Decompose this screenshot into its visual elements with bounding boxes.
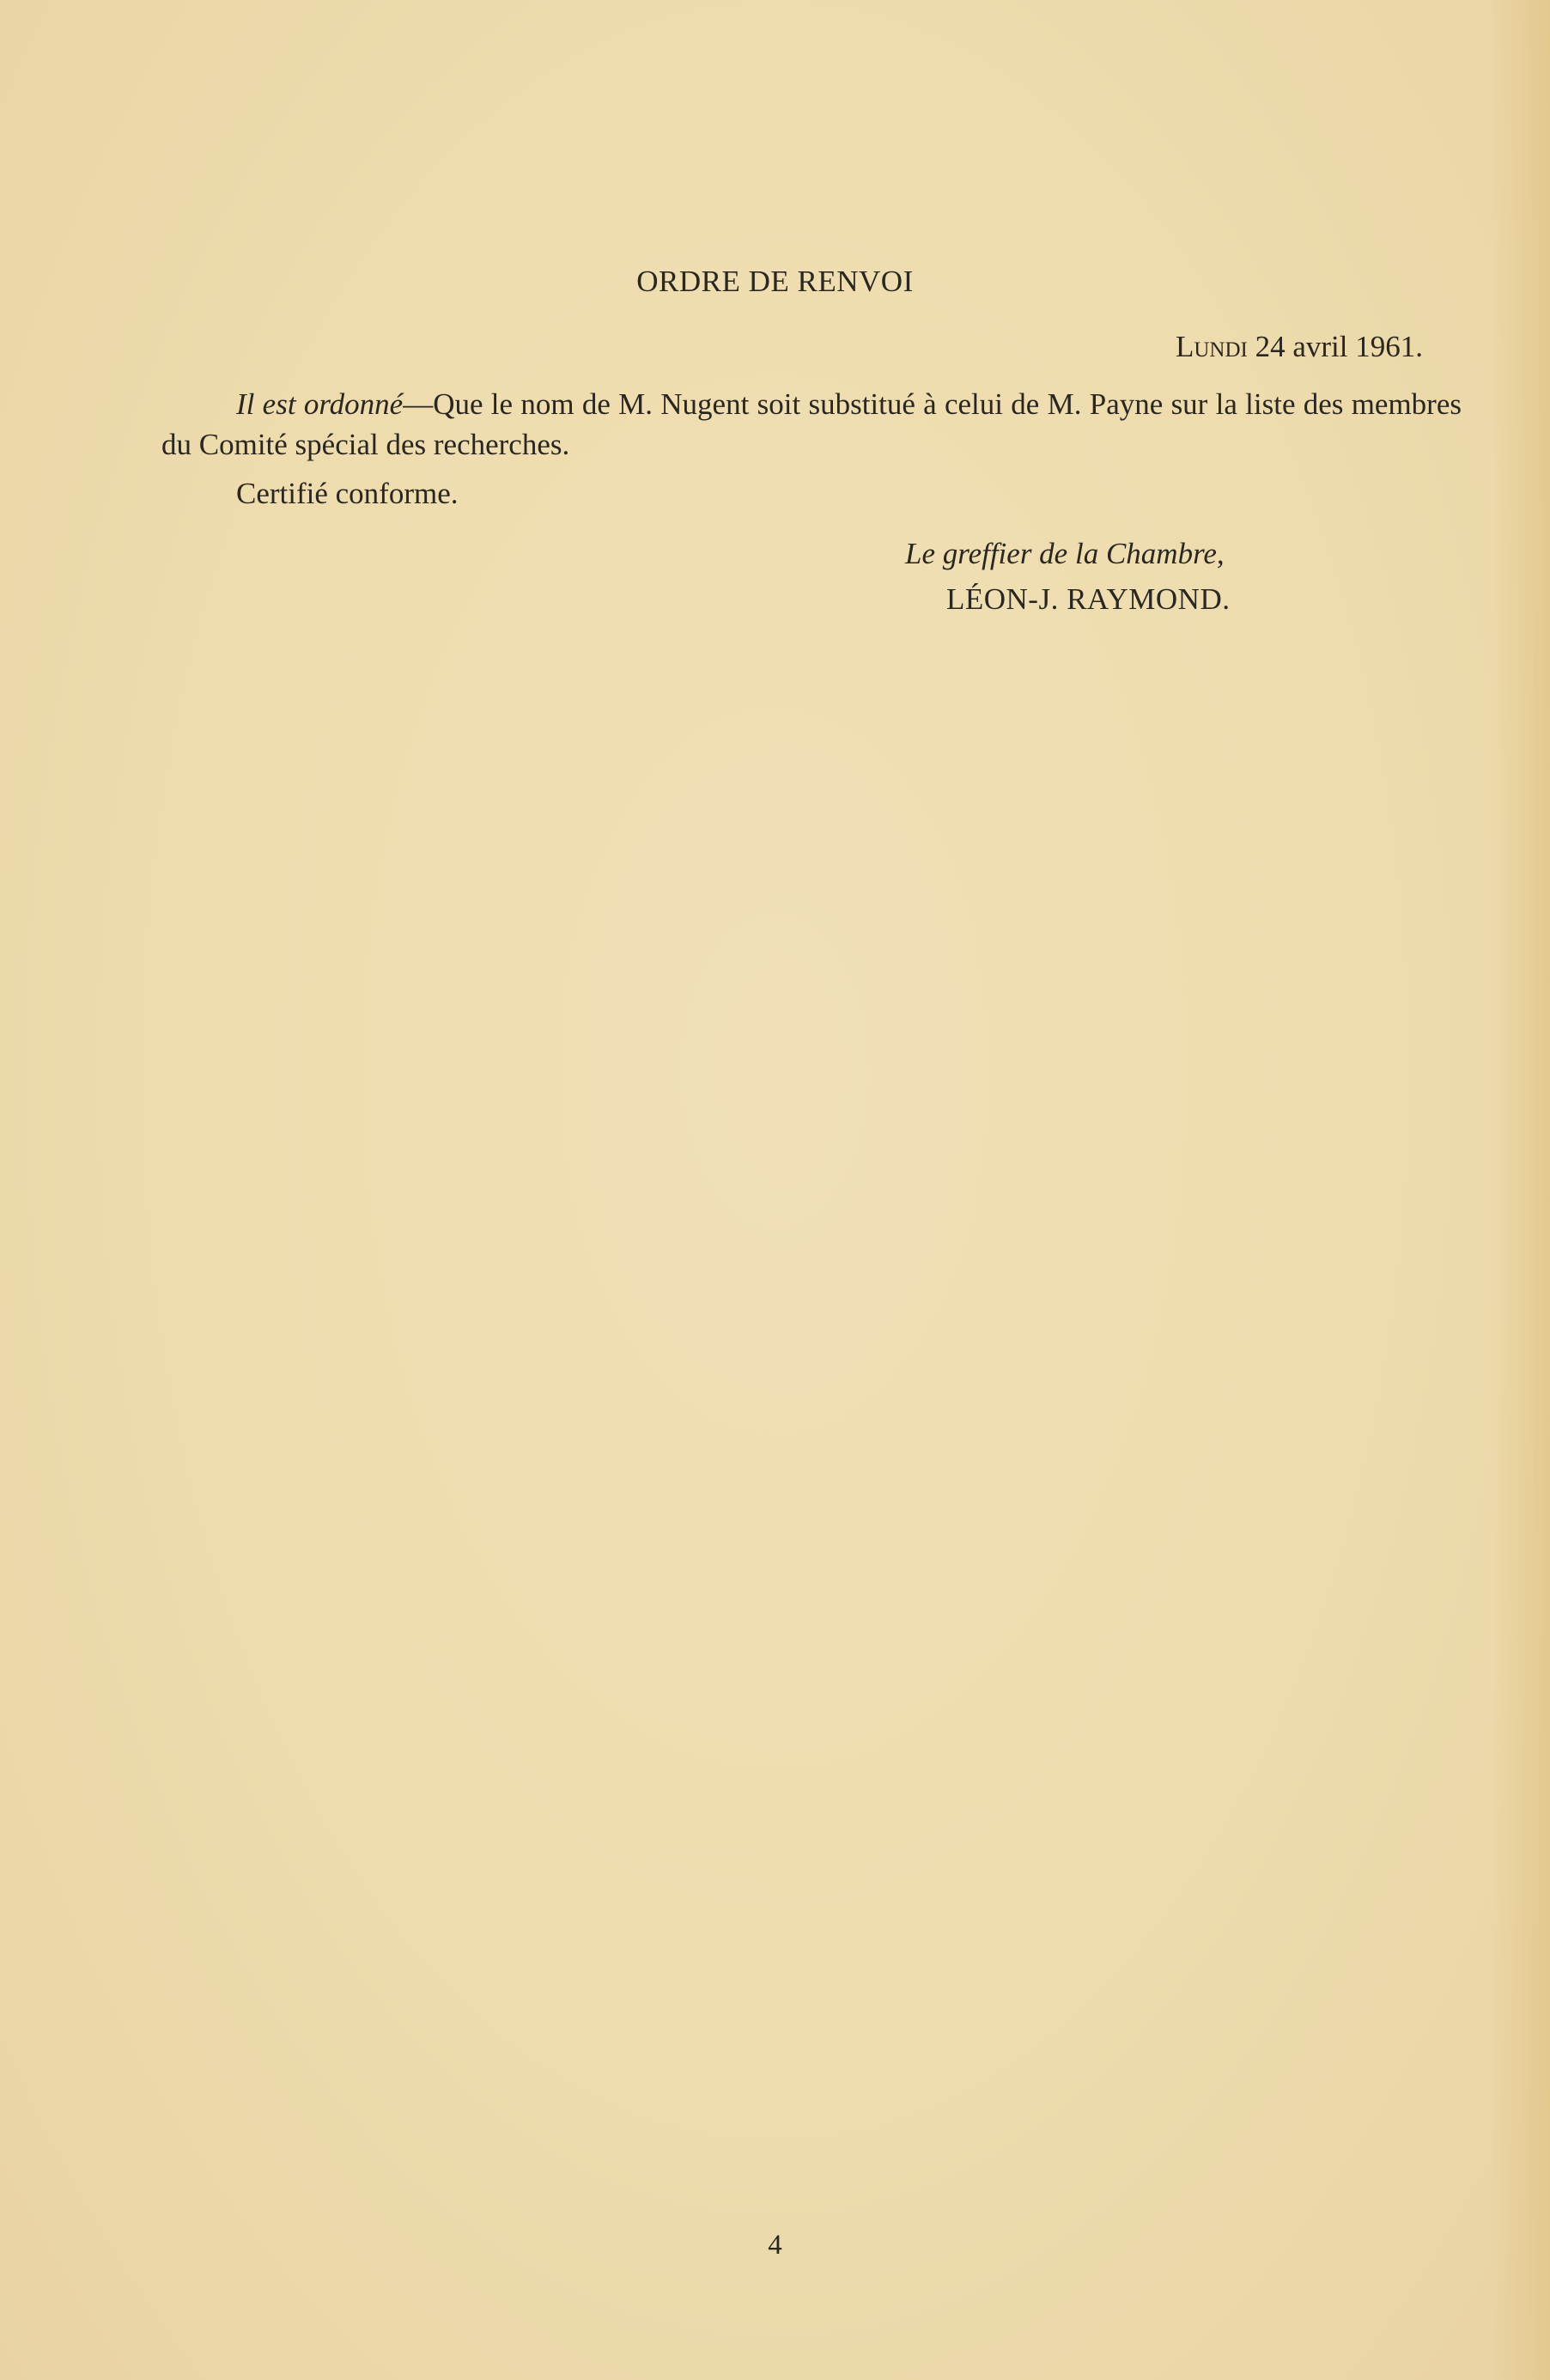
certified-line: Certifié conforme. bbox=[236, 477, 459, 510]
order-date bbox=[1176, 330, 1423, 364]
order-paragraph bbox=[161, 384, 1462, 465]
document-heading: ORDRE DE RENVOI bbox=[636, 265, 914, 298]
order-text: —Que le nom de M. Nugent soit substitué à celui de M. Payne sur la liste des membres du Comité spécial des recherches. bbox=[161, 387, 1462, 461]
page-number: 4 bbox=[768, 2230, 782, 2261]
page-edge-shading bbox=[1490, 0, 1550, 2380]
clerk-title: Le greffier de la Chambre, bbox=[905, 537, 1225, 570]
clerk-name: LÉON-J. RAYMOND. bbox=[946, 582, 1231, 616]
date-rest: 24 avril 1961. bbox=[1247, 330, 1423, 363]
order-lead: Il est ordonné bbox=[236, 387, 404, 421]
date-weekday: Lundi bbox=[1175, 330, 1248, 363]
